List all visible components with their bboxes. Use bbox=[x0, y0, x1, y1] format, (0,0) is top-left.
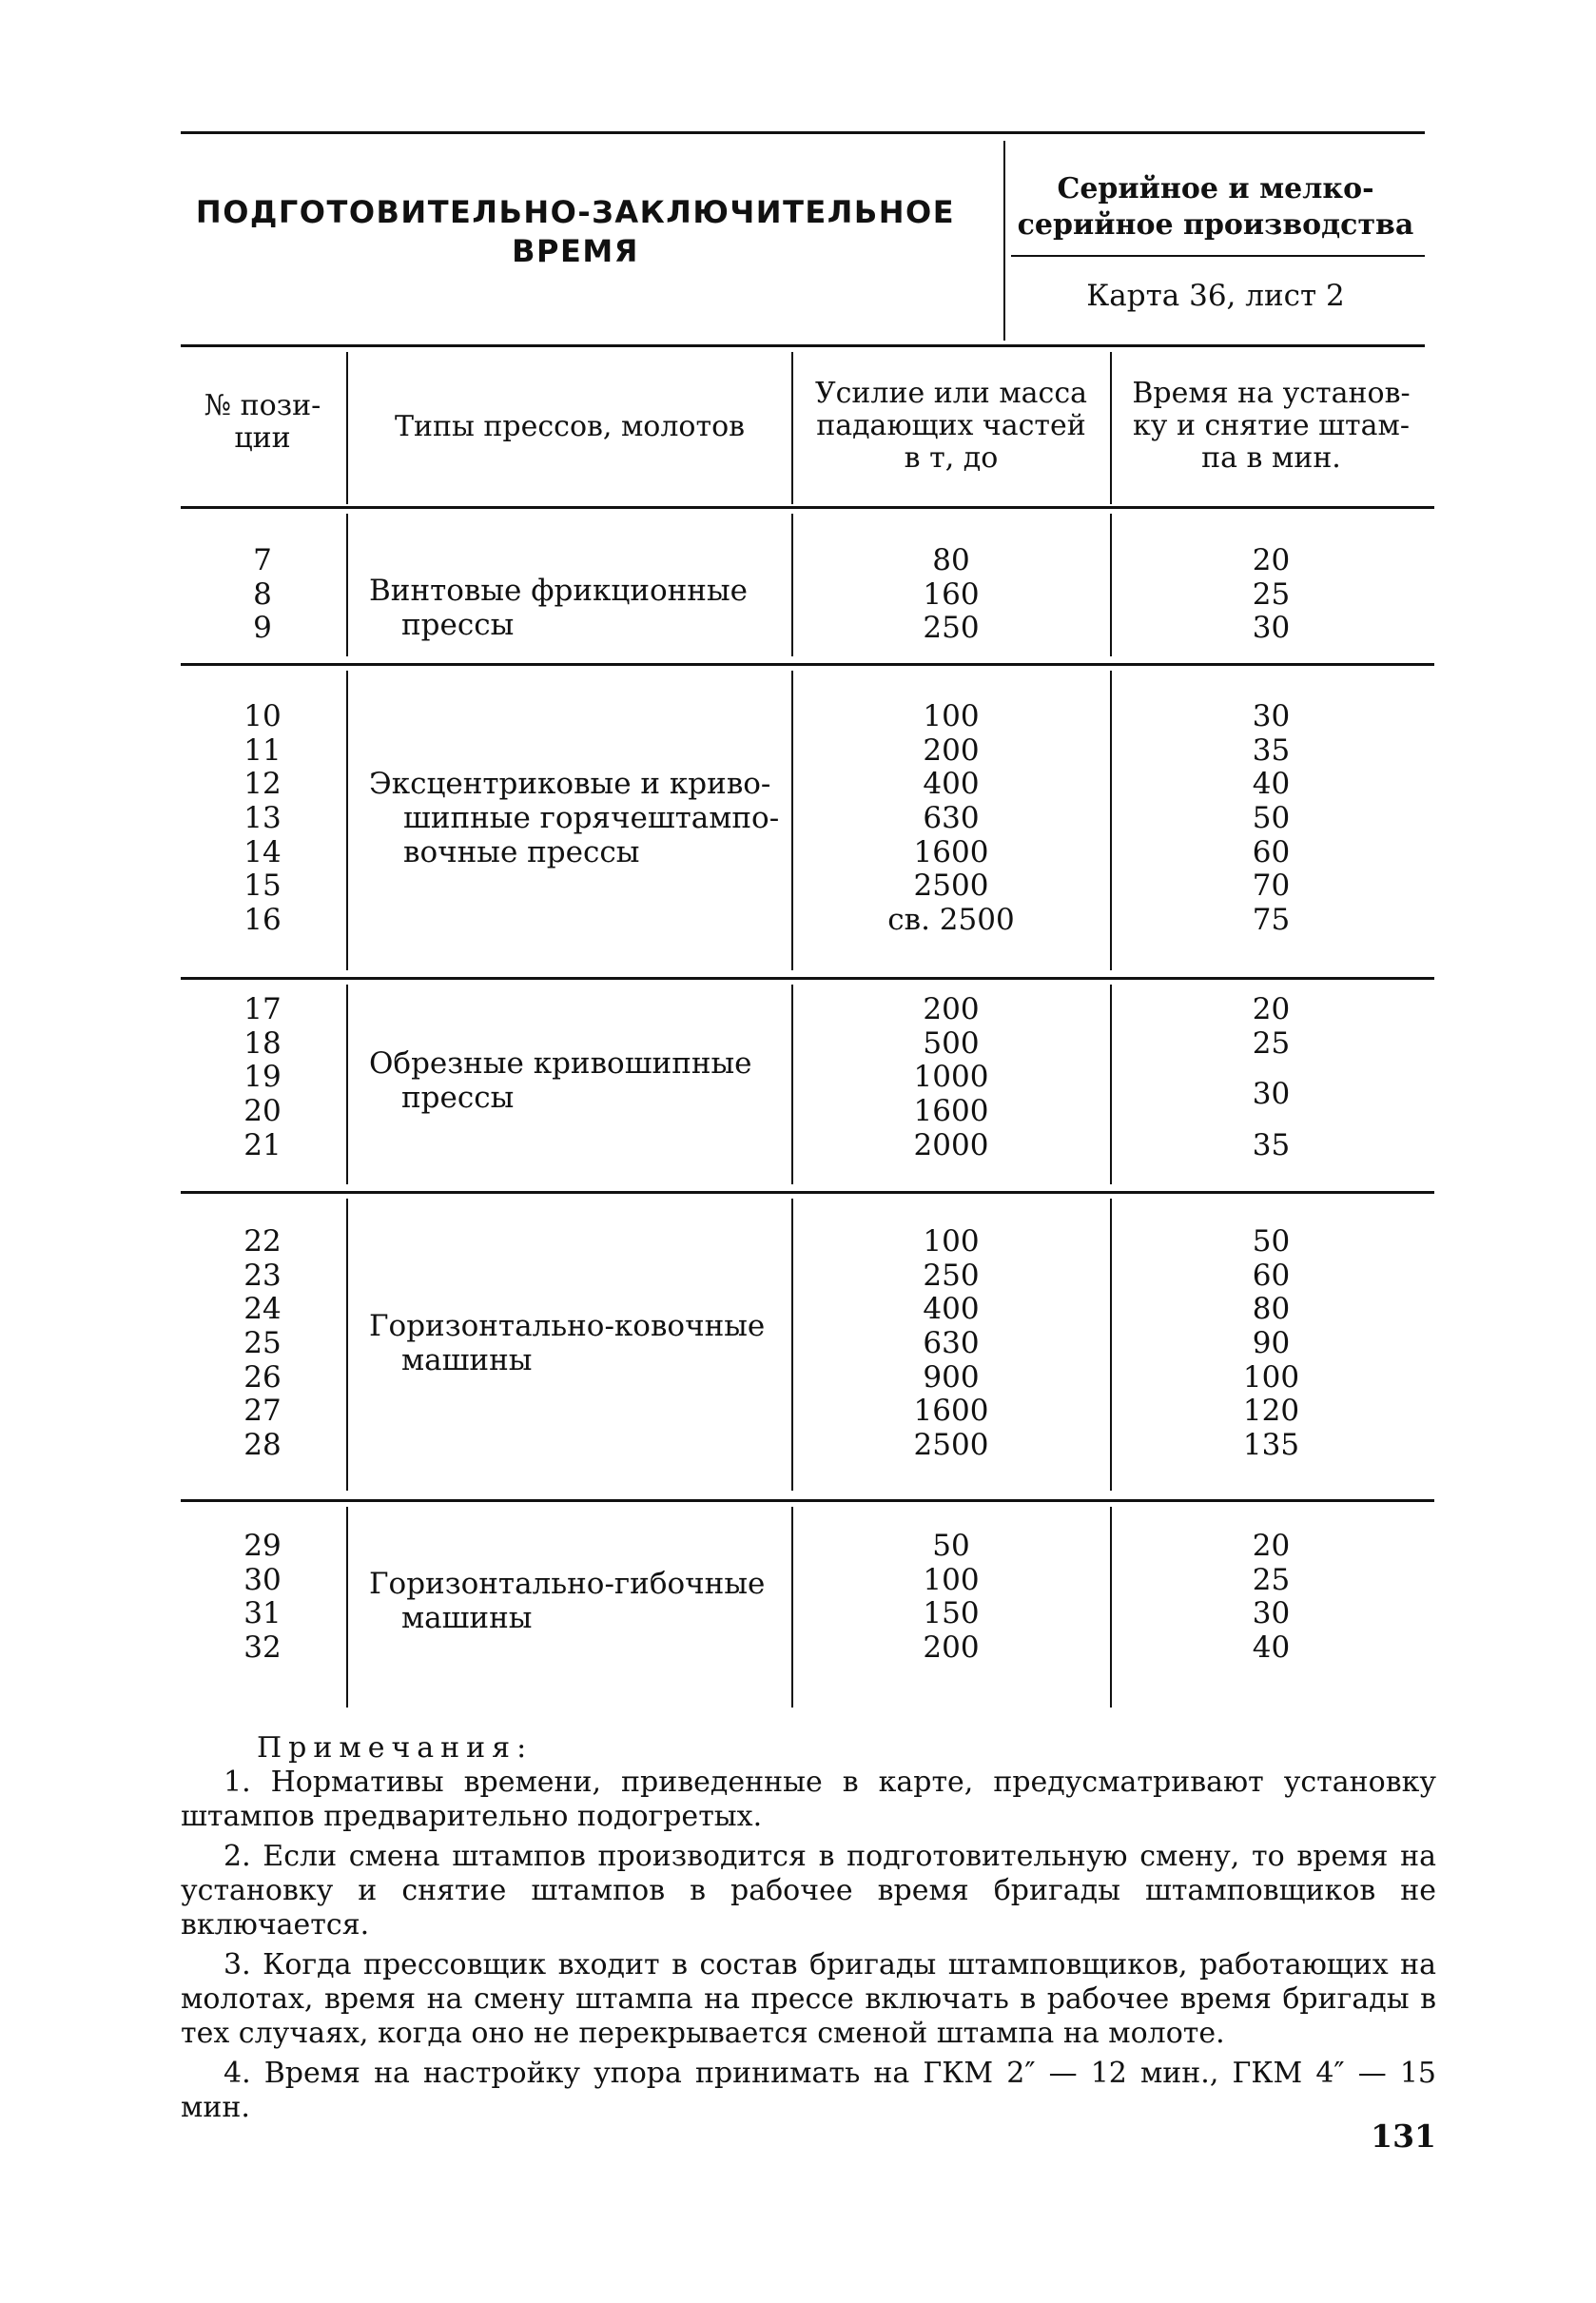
card-rule bbox=[1011, 255, 1425, 257]
column-header-position-line-2: ции bbox=[234, 421, 291, 455]
position-number: 8 bbox=[253, 576, 272, 612]
column-header-time-line-3: па в мин. bbox=[1201, 441, 1341, 475]
time-value: 60 bbox=[1252, 834, 1291, 869]
force-value: 200 bbox=[923, 1630, 980, 1666]
force-value: 400 bbox=[923, 767, 980, 802]
page-number: 131 bbox=[1371, 2118, 1436, 2155]
note-item: 1. Нормативы времени, приведенные в карте, предусматривают установку штампов предварительно подогретых. bbox=[181, 1766, 1436, 1833]
column-header-time-line-1: Время на установ- bbox=[1132, 377, 1411, 410]
position-number: 29 bbox=[243, 1529, 282, 1563]
time-value: 25 bbox=[1252, 576, 1291, 612]
position-number: 23 bbox=[243, 1258, 282, 1293]
time-value: 30 bbox=[1252, 699, 1291, 733]
column-line bbox=[346, 671, 348, 970]
position-column bbox=[181, 700, 344, 938]
time-value: 35 bbox=[1252, 732, 1291, 768]
column-line bbox=[346, 514, 348, 656]
force-value: 1600 bbox=[913, 834, 989, 869]
force-value: 630 bbox=[923, 801, 980, 836]
time-value: 20 bbox=[1252, 992, 1291, 1026]
position-number: 22 bbox=[243, 1224, 282, 1259]
column-line bbox=[346, 1507, 348, 1708]
header-bottom-rule bbox=[181, 344, 1425, 347]
title-line-1: ПОДГОТОВИТЕЛЬНО-ЗАКЛЮЧИТЕЛЬНОЕ bbox=[195, 194, 956, 230]
force-value: 2500 bbox=[913, 869, 989, 904]
column-header-time-line-2: ку и снятие штам- bbox=[1133, 409, 1410, 442]
force-value: 2500 bbox=[913, 1428, 989, 1463]
force-value: 900 bbox=[923, 1359, 980, 1395]
time-value: 35 bbox=[1252, 1127, 1291, 1162]
force-value: 630 bbox=[923, 1326, 980, 1361]
time-column bbox=[1112, 700, 1431, 970]
force-value: 400 bbox=[923, 1292, 980, 1327]
time-value: 20 bbox=[1252, 1529, 1291, 1563]
page-title bbox=[181, 193, 970, 271]
time-column bbox=[1112, 1530, 1431, 1708]
time-value: 50 bbox=[1252, 801, 1291, 836]
header-top-rule bbox=[181, 131, 1425, 134]
time-value: 25 bbox=[1252, 1025, 1291, 1061]
force-value: св. 2500 bbox=[887, 903, 1015, 938]
force-value: 50 bbox=[932, 1529, 970, 1563]
force-value: 1600 bbox=[913, 1094, 989, 1129]
time-column bbox=[1112, 993, 1431, 1184]
machine-type-line: Горизонтально-ковочные bbox=[369, 1309, 766, 1343]
column-line bbox=[346, 1199, 348, 1491]
position-column bbox=[181, 544, 344, 646]
time-value: 30 bbox=[1252, 1077, 1291, 1112]
force-column bbox=[793, 993, 1109, 1162]
time-value: 40 bbox=[1252, 767, 1291, 802]
time-column bbox=[1112, 1225, 1431, 1491]
machine-type-line: прессы bbox=[401, 1081, 515, 1115]
force-value: 500 bbox=[923, 1025, 980, 1061]
position-number: 30 bbox=[243, 1562, 282, 1597]
force-value: 80 bbox=[932, 543, 970, 577]
position-number: 16 bbox=[243, 903, 282, 938]
column-header-force bbox=[793, 378, 1109, 475]
column-header-force-line-2: падающих частей bbox=[816, 409, 1086, 442]
column-header-force-line-1: Усилие или масса bbox=[814, 377, 1088, 410]
position-column bbox=[181, 1225, 344, 1463]
position-number: 21 bbox=[243, 1127, 282, 1162]
series-line-1: Серийное и мелко- bbox=[1057, 172, 1374, 205]
column-header-type: Типы прессов, молотов bbox=[394, 410, 746, 443]
time-value: 120 bbox=[1242, 1394, 1300, 1429]
note-item: 3. Когда прессовщик входит в состав бригады штамповщиков, работающих на молотах, время на смену штампа на прессе включать в рабочее время бригады в тех случаях, когда оно не перекрывается сменой штампа на молоте. bbox=[181, 1948, 1436, 2050]
row-separator bbox=[181, 663, 1434, 666]
machine-type-line: Горизонтально-гибочные bbox=[369, 1567, 766, 1601]
force-value: 250 bbox=[923, 611, 980, 646]
production-type bbox=[1006, 171, 1425, 244]
force-value: 1000 bbox=[913, 1060, 989, 1095]
machine-type-line: Обрезные кривошипные bbox=[369, 1046, 752, 1081]
position-column bbox=[181, 993, 344, 1162]
column-header-position bbox=[181, 390, 344, 455]
force-value: 200 bbox=[923, 732, 980, 768]
series-line-2: серийное производства bbox=[1017, 208, 1414, 242]
row-separator bbox=[181, 977, 1434, 980]
title-line-2: ВРЕМЯ bbox=[512, 233, 639, 269]
position-number: 27 bbox=[243, 1394, 282, 1429]
force-value: 2000 bbox=[913, 1127, 989, 1162]
machine-type-line: Винтовые фрикционные bbox=[369, 574, 748, 608]
row-separator bbox=[181, 1191, 1434, 1194]
column-header-time bbox=[1112, 378, 1431, 475]
position-number: 14 bbox=[243, 834, 282, 869]
time-value: 75 bbox=[1252, 903, 1291, 938]
time-value: 50 bbox=[1252, 1224, 1291, 1259]
force-value: 160 bbox=[923, 576, 980, 612]
position-number: 18 bbox=[243, 1025, 282, 1061]
machine-type-line: шипные горячештампо- bbox=[403, 801, 780, 835]
force-column bbox=[793, 1225, 1109, 1463]
force-value: 200 bbox=[923, 992, 980, 1026]
row-separator bbox=[181, 506, 1434, 509]
time-value: 100 bbox=[1242, 1359, 1300, 1395]
force-value: 100 bbox=[923, 1562, 980, 1597]
machine-type-line: машины bbox=[401, 1601, 533, 1635]
note-item: 4. Время на настройку упора принимать на ГКМ 2″ — 12 мин., ГКМ 4″ — 15 мин. bbox=[181, 2057, 1436, 2124]
time-value: 135 bbox=[1242, 1428, 1300, 1463]
machine-type bbox=[369, 574, 788, 642]
machine-type bbox=[369, 1046, 788, 1115]
position-number: 12 bbox=[243, 767, 282, 802]
position-number: 25 bbox=[243, 1326, 282, 1361]
machine-type-line: прессы bbox=[401, 608, 515, 642]
notes-heading: Примечания: bbox=[257, 1731, 534, 1765]
time-value: 30 bbox=[1252, 1596, 1291, 1631]
position-number: 32 bbox=[243, 1630, 282, 1666]
time-value: 25 bbox=[1252, 1562, 1291, 1597]
time-value: 30 bbox=[1252, 611, 1291, 646]
force-value: 250 bbox=[923, 1258, 980, 1293]
machine-type bbox=[369, 1567, 788, 1635]
machine-type-line: Эксцентриковые и криво- bbox=[369, 767, 771, 801]
time-value: 40 bbox=[1252, 1630, 1291, 1666]
position-number: 26 bbox=[243, 1359, 282, 1395]
time-column bbox=[1112, 544, 1431, 656]
position-number: 13 bbox=[243, 801, 282, 836]
position-number: 9 bbox=[253, 611, 272, 646]
column-header-force-line-3: в т, до bbox=[904, 441, 999, 475]
position-column bbox=[181, 1530, 344, 1666]
force-column bbox=[793, 544, 1109, 646]
machine-type-line: машины bbox=[401, 1343, 533, 1377]
machine-type-line: вочные прессы bbox=[403, 835, 640, 869]
position-number: 10 bbox=[243, 699, 282, 733]
position-number: 19 bbox=[243, 1060, 282, 1095]
force-value: 100 bbox=[923, 1224, 980, 1259]
note-item: 2. Если смена штампов производится в подготовительную смену, то время на установку и снятие штампов в рабочее время бригады штамповщиков не включается. bbox=[181, 1840, 1436, 1942]
time-value: 90 bbox=[1252, 1326, 1291, 1361]
time-value: 80 bbox=[1252, 1292, 1291, 1327]
position-number: 20 bbox=[243, 1094, 282, 1129]
card-number: Карта 36, лист 2 bbox=[1086, 279, 1345, 313]
row-separator bbox=[181, 1499, 1434, 1502]
notes bbox=[181, 1731, 1436, 2131]
position-number: 7 bbox=[253, 543, 272, 577]
position-number: 17 bbox=[243, 992, 282, 1026]
position-number: 15 bbox=[243, 869, 282, 904]
position-number: 11 bbox=[243, 732, 282, 768]
force-value: 1600 bbox=[913, 1394, 989, 1429]
position-number: 24 bbox=[243, 1292, 282, 1327]
column-header-position-line-1: № пози- bbox=[204, 389, 321, 422]
machine-type bbox=[369, 1309, 788, 1377]
time-value: 70 bbox=[1252, 869, 1291, 904]
force-column bbox=[793, 700, 1109, 938]
header-divider bbox=[1003, 141, 1005, 341]
time-value: 60 bbox=[1252, 1258, 1291, 1293]
machine-type bbox=[369, 767, 788, 869]
position-number: 28 bbox=[243, 1428, 282, 1463]
column-line bbox=[346, 985, 348, 1184]
force-column bbox=[793, 1530, 1109, 1666]
time-value: 20 bbox=[1252, 543, 1291, 577]
position-number: 31 bbox=[243, 1596, 282, 1631]
force-value: 150 bbox=[923, 1596, 980, 1631]
force-value: 100 bbox=[923, 699, 980, 733]
